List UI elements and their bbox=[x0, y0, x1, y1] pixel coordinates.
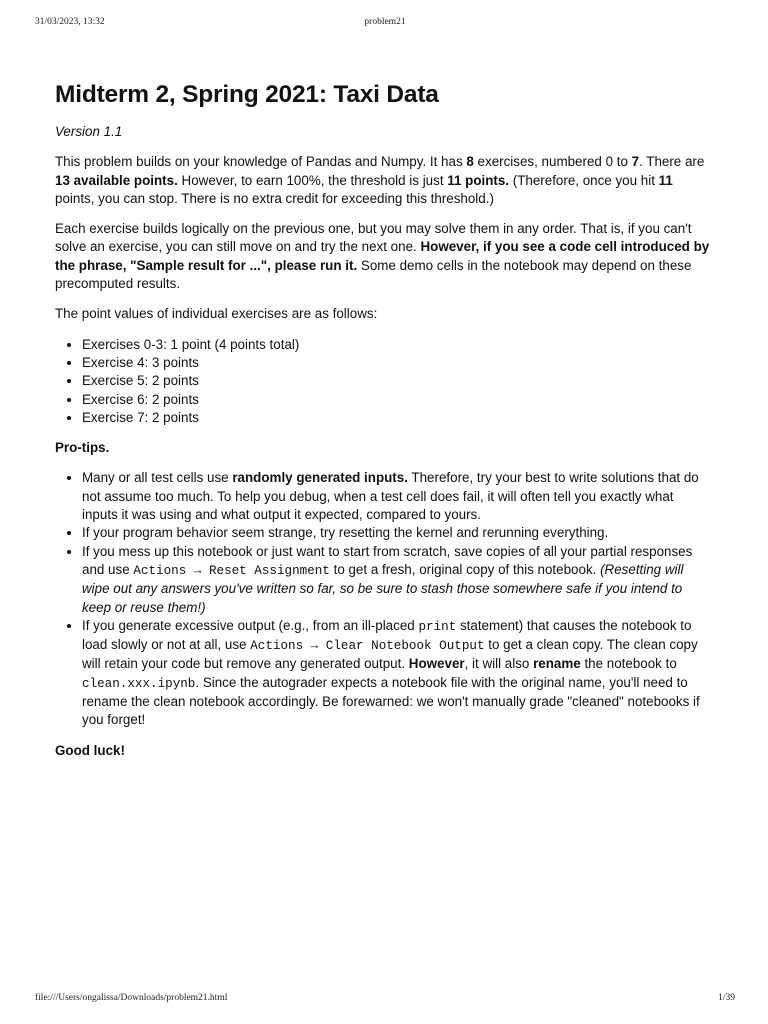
tip4-text-2: statement) that causes the notebook to load slowly or not at all, use bbox=[82, 617, 692, 653]
list-item: • Exercise 7: 2 points bbox=[82, 409, 710, 427]
closing-line bbox=[55, 742, 710, 760]
tip4-text-3: to get a clean copy. The clean copy will retain your code but remove any generated output. bbox=[82, 637, 698, 672]
intro-text-5: (Therefore, once you hit bbox=[509, 172, 659, 188]
intro-bold-1: 8 bbox=[466, 154, 474, 170]
list-item: • Exercise 6: 2 points bbox=[82, 391, 710, 409]
intro-text-1: This problem builds on your knowledge of Pandas and Numpy. It has bbox=[55, 154, 467, 170]
list-item: • Exercise 4: 3 points bbox=[82, 354, 710, 372]
file-path: file:///Users/ongalissa/Downloads/problem21.html bbox=[35, 993, 228, 1003]
tip1-text-2: Therefore, try your best to write solutions that do not assume too much. To help you debug, when a test cell does fail, it will often tell you exactly what inputs it was using and what output it expected, compared to yours. bbox=[82, 470, 699, 523]
tip3-text-2: to get a fresh, original copy of this notebook. bbox=[329, 561, 601, 577]
ordering-paragraph bbox=[55, 220, 710, 293]
print-footer bbox=[35, 993, 735, 1007]
list-item bbox=[82, 469, 710, 524]
tip3-italic: (Resetting will wipe out any answers you've written so far, so be sure to stash those somewhere safe if you intend to keep or reuse them!) bbox=[82, 561, 684, 615]
print-datetime: 31/03/2023, 13:32 bbox=[35, 17, 105, 27]
ordering-text-1: Each exercise builds logically on the previous one, but you may solve them in any order. That is, if you can't solve an exercise, you can still move on and try the next one. bbox=[55, 221, 692, 255]
intro-bold-5: 11 bbox=[658, 172, 673, 188]
intro-text-2: exercises, numbered 0 to bbox=[473, 154, 632, 170]
clear-output-code: Actions → Clear Notebook Output bbox=[250, 639, 485, 654]
closing-text: Good luck! bbox=[55, 742, 125, 758]
list-item bbox=[82, 617, 710, 730]
ordering-text-2: Some demo cells in the notebook may depend on these precomputed results. bbox=[55, 257, 692, 292]
list-item bbox=[82, 543, 710, 617]
ordering-bold-1: However, if you see a code cell introduced by the phrase, "Sample result for ...", please run it. bbox=[55, 239, 710, 273]
tip1-text-1: Many or all test cells use bbox=[82, 470, 233, 486]
version-label: Version 1.1 bbox=[55, 124, 123, 139]
intro-paragraph bbox=[55, 153, 710, 208]
tip4-text-4: , it will also bbox=[464, 656, 534, 672]
reset-assignment-code: Actions → Reset Assignment bbox=[133, 563, 330, 578]
clean-filename-code: clean.xxx.ipynb bbox=[82, 676, 196, 691]
intro-text-4: However, to earn 100%, the threshold is just bbox=[177, 172, 448, 188]
tip4-text-5: the notebook to bbox=[580, 656, 677, 672]
tip4-bold-2: rename bbox=[533, 656, 581, 672]
points-list bbox=[55, 336, 710, 427]
protips-heading bbox=[55, 439, 710, 457]
intro-bold-4: 11 points. bbox=[447, 172, 510, 188]
tip4-text-6: . Since the autograder expects a notebook file with the original name, you'll need to rename the clean notebook accordingly. Be forewarned: we won't manually grade "cleaned" notebooks if you forget! bbox=[82, 674, 700, 728]
tip4-text-1: If you generate excessive output (e.g., from an ill-placed bbox=[82, 617, 419, 633]
intro-text-3: . There are bbox=[639, 154, 705, 170]
print-header bbox=[35, 17, 735, 31]
tip4-bold-1: However bbox=[408, 656, 465, 672]
tip3-text-1: If you mess up this notebook or just want to start from scratch, save copies of all your partial responses and use bbox=[82, 543, 693, 577]
intro-text-6: points, you can stop. There is no extra credit for exceeding this threshold.) bbox=[55, 190, 494, 206]
list-item: • If your program behavior seem strange, try resetting the kernel and rerunning everything. bbox=[82, 524, 710, 542]
page-number: 1/39 bbox=[718, 993, 735, 1003]
tip1-bold-1: randomly generated inputs. bbox=[232, 470, 408, 486]
points-intro: The point values of individual exercises are as follows: bbox=[55, 306, 378, 322]
intro-bold-3: 13 available points. bbox=[55, 172, 178, 188]
print-code: print bbox=[418, 619, 457, 634]
list-item: • Exercises 0-3: 1 point (4 points total) bbox=[82, 336, 710, 354]
list-item: • Exercise 5: 2 points bbox=[82, 372, 710, 390]
protips-heading-text: Pro-tips. bbox=[55, 440, 110, 456]
page-title: Midterm 2, Spring 2021: Taxi Data bbox=[55, 81, 439, 108]
protips-list bbox=[55, 469, 710, 729]
intro-bold-2: 7 bbox=[631, 154, 640, 170]
notebook-content bbox=[55, 78, 710, 772]
print-page-title: problem21 bbox=[364, 17, 406, 27]
